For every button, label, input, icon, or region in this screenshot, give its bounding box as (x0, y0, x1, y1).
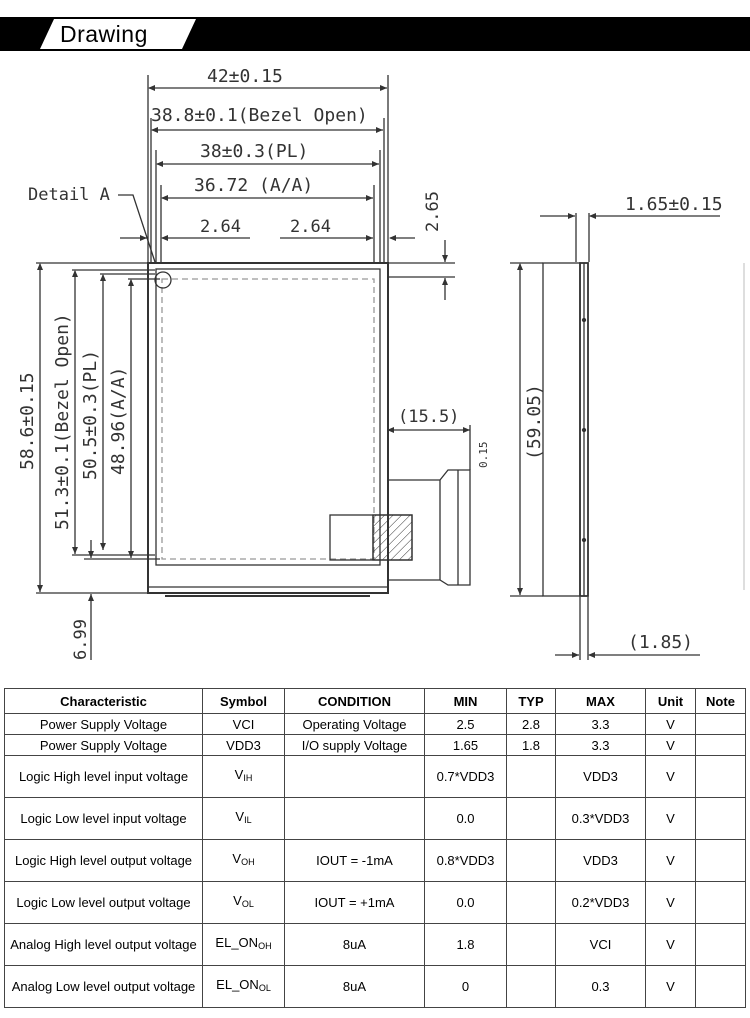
symbol-main: V (232, 851, 242, 866)
cell-characteristic: Power Supply Voltage (5, 735, 203, 756)
dim-left-offset: 2.64 (200, 217, 241, 237)
symbol-main: EL_ON (215, 935, 259, 950)
cell-typ (507, 882, 556, 924)
dim-pl-height: 50.5±0.3(PL) (80, 349, 101, 480)
table-header-row (5, 689, 746, 714)
cell-note (696, 735, 746, 756)
cell-max: VDD3 (556, 756, 646, 798)
cell-min: 1.65 (425, 735, 507, 756)
symbol-subscript: OH (241, 857, 255, 867)
cell-note (696, 882, 746, 924)
cell-min: 0 (425, 966, 507, 1008)
dim-bezel-open-height: 51.3±0.1(Bezel Open) (52, 313, 73, 530)
cell-min: 0.7*VDD3 (425, 756, 507, 798)
cell-condition: I/O supply Voltage (285, 735, 425, 756)
cell-min: 1.8 (425, 924, 507, 966)
dim-aa-height: 48.96(A/A) (108, 366, 129, 475)
table-row (5, 840, 746, 882)
table-row (5, 756, 746, 798)
cell-characteristic: Logic Low level output voltage (5, 882, 203, 924)
cell-max: 0.3*VDD3 (556, 798, 646, 840)
symbol-main: V (234, 767, 244, 782)
side-view-outline (543, 263, 580, 596)
dim-side-thickness: (1.85) (628, 632, 694, 653)
dim-fpc-label: 0.15 (477, 441, 490, 468)
table-row (5, 714, 746, 735)
col-header-unit: Unit (646, 689, 696, 714)
symbol-main: EL_ON (216, 977, 259, 992)
cell-note (696, 714, 746, 735)
col-header-characteristic: Characteristic (5, 689, 203, 714)
cell-max: 3.3 (556, 714, 646, 735)
cell-unit: V (646, 735, 696, 756)
table-row (5, 924, 746, 966)
cell-max: 3.3 (556, 735, 646, 756)
symbol-subscript: OL (241, 899, 254, 909)
cell-note (696, 966, 746, 1008)
symbol-main: V (235, 809, 245, 824)
dim-fpc-width: (15.5) (398, 407, 460, 427)
section-title: Drawing (60, 21, 148, 47)
cell-min: 2.5 (425, 714, 507, 735)
cell-min: 0.0 (425, 798, 507, 840)
cell-characteristic: Analog Low level output voltage (5, 966, 203, 1008)
cell-typ (507, 840, 556, 882)
cell-unit: V (646, 714, 696, 735)
cell-typ: 1.8 (507, 735, 556, 756)
cell-characteristic: Logic High level input voltage (5, 756, 203, 798)
cell-min: 0.0 (425, 882, 507, 924)
active-area-outline (162, 279, 374, 559)
cell-condition: 8uA (285, 924, 425, 966)
col-header-max: MAX (556, 689, 646, 714)
col-header-symbol: Symbol (203, 689, 285, 714)
mechanical-drawing (0, 55, 750, 670)
cell-max: VDD3 (556, 840, 646, 882)
bezel-open-outline (156, 269, 380, 565)
cell-characteristic: Logic High level output voltage (5, 840, 203, 882)
cell-condition (285, 756, 425, 798)
dim-top-offset: 2.65 (423, 191, 443, 232)
cell-unit: V (646, 966, 696, 1008)
cell-symbol (203, 714, 285, 735)
dim-overall-height: 58.6±0.15 (17, 372, 38, 470)
col-header-note: Note (696, 689, 746, 714)
symbol-main: VCI (232, 716, 255, 732)
cell-condition: IOUT = -1mA (285, 840, 425, 882)
dim-bottom-offset: 6.99 (71, 619, 91, 660)
cell-symbol (203, 756, 285, 798)
cell-symbol (203, 735, 285, 756)
cell-typ: 2.8 (507, 714, 556, 735)
cell-unit: V (646, 924, 696, 966)
symbol-subscript: IL (244, 815, 252, 825)
cell-characteristic: Analog High level output voltage (5, 924, 203, 966)
cell-condition (285, 798, 425, 840)
cell-note (696, 798, 746, 840)
cell-condition: Operating Voltage (285, 714, 425, 735)
cell-condition: IOUT = +1mA (285, 882, 425, 924)
cell-characteristic: Power Supply Voltage (5, 714, 203, 735)
table-row (5, 966, 746, 1008)
cell-condition: 8uA (285, 966, 425, 1008)
col-header-typ: TYP (507, 689, 556, 714)
cell-unit: V (646, 882, 696, 924)
table-row (5, 735, 746, 756)
symbol-subscript: IH (243, 773, 253, 783)
dim-pl-width: 38±0.3(PL) (200, 141, 309, 162)
dim-side-height: (59.05) (524, 384, 545, 460)
cell-max: VCI (556, 924, 646, 966)
cell-note (696, 756, 746, 798)
table-row (5, 798, 746, 840)
dim-overall-width: 42±0.15 (207, 66, 283, 87)
dim-thickness: 1.65±0.15 (625, 194, 723, 215)
col-header-condition: CONDITION (285, 689, 425, 714)
cell-unit: V (646, 798, 696, 840)
cell-symbol (203, 924, 285, 966)
cell-symbol (203, 882, 285, 924)
cell-note (696, 924, 746, 966)
detail-a-circle (155, 272, 171, 288)
cell-min: 0.8*VDD3 (425, 840, 507, 882)
symbol-main: V (233, 893, 242, 908)
col-header-min: MIN (425, 689, 507, 714)
cell-unit: V (646, 840, 696, 882)
cell-symbol (203, 840, 285, 882)
cell-max: 0.3 (556, 966, 646, 1008)
electrical-characteristics-table (4, 688, 746, 1008)
table-row (5, 882, 746, 924)
symbol-subscript: OH (258, 941, 272, 951)
cell-max: 0.2*VDD3 (556, 882, 646, 924)
cell-characteristic: Logic Low level input voltage (5, 798, 203, 840)
cell-symbol (203, 798, 285, 840)
module-outline (148, 263, 388, 593)
cell-typ (507, 966, 556, 1008)
dim-aa-width: 36.72 (A/A) (194, 175, 314, 196)
dim-right-offset: 2.64 (290, 217, 331, 237)
dim-bezel-open-width: 38.8±0.1(Bezel Open) (151, 105, 368, 126)
cell-typ (507, 756, 556, 798)
symbol-subscript: OL (258, 983, 271, 993)
cell-unit: V (646, 756, 696, 798)
cell-note (696, 840, 746, 882)
dim-detail-label: Detail A (28, 185, 110, 205)
cell-typ (507, 924, 556, 966)
cell-typ (507, 798, 556, 840)
symbol-main: VDD3 (226, 737, 261, 753)
cell-symbol (203, 966, 285, 1008)
